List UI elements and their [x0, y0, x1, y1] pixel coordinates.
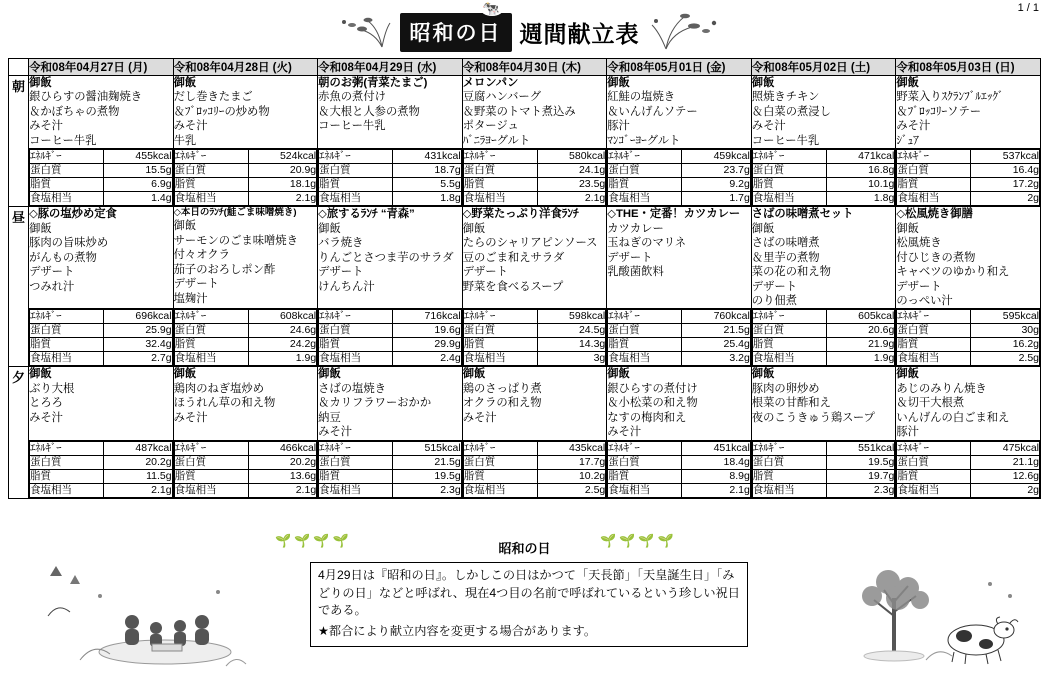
- evening-dishes-4: 御飯 銀ひらすの煮付け ＆小松菜の和え物 なすの梅肉和え みそ汁: [607, 367, 752, 440]
- morning-dishes-4: 御飯 紅鮭の塩焼き ＆いんげんソテー 豚汁 ﾏﾝｺﾞｰﾖｰグルト: [607, 76, 752, 149]
- row-label-evening: 夕: [9, 367, 29, 498]
- morning-nutrition-4: ｴﾈﾙｷﾞｰ 459kcal 蛋白質 23.7g 脂質 9.2g 食塩相当 1.7g: [607, 149, 752, 207]
- page-number: 1 / 1: [1017, 2, 1039, 14]
- morning-nutrition-1: ｴﾈﾙｷﾞｰ 524kcal 蛋白質 20.9g 脂質 18.1g 食塩相当 2.1g: [173, 149, 318, 207]
- evening-nutrition-row: [9, 440, 1041, 498]
- morning-nutrition-row: [9, 149, 1041, 207]
- evening-dish-row: [9, 367, 1041, 440]
- evening-nutrition-1: ｴﾈﾙｷﾞｰ 466kcal 蛋白質 20.2g 脂質 13.6g 食塩相当 2.1g: [173, 440, 318, 498]
- evening-dishes-2: 御飯 さばの塩焼き ＆カリフラワーおかか 納豆 みそ汁: [318, 367, 463, 440]
- evening-nutrition-2: ｴﾈﾙｷﾞｰ 515kcal 蛋白質 21.5g 脂質 19.5g 食塩相当 2.3g: [318, 440, 463, 498]
- noon-nutrition-2: ｴﾈﾙｷﾞｰ 716kcal 蛋白質 19.6g 脂質 29.9g 食塩相当 2.4g: [318, 309, 463, 367]
- noon-nutrition-1: ｴﾈﾙｷﾞｰ 608kcal 蛋白質 24.6g 脂質 24.2g 食塩相当 1.9g: [173, 309, 318, 367]
- sprout-row-right-icon: 🌱🌱🌱🌱: [600, 533, 677, 548]
- noon-dishes-3: ◇野菜たっぷり洋食ﾗﾝﾁ 御飯 たらのシャリアピンソース 豆のごま和えサラダ デザート 野菜を食べるスープ: [462, 207, 607, 309]
- noon-nutrition-3: ｴﾈﾙｷﾞｰ 598kcal 蛋白質 24.5g 脂質 14.3g 食塩相当 3g: [462, 309, 607, 367]
- date-header-0: 令和08年04月27日 (月): [29, 59, 174, 76]
- evening-nutrition-6: ｴﾈﾙｷﾞｰ 475kcal 蛋白質 21.1g 脂質 12.6g 食塩相当 2g: [896, 440, 1041, 498]
- morning-dishes-2: 朝のお粥(青菜たまご) 赤魚の煮付け ＆大根と人参の煮物 コーヒー牛乳: [318, 76, 463, 149]
- date-header-row: [9, 59, 1041, 76]
- date-header-5: 令和08年05月02日 (土): [751, 59, 896, 76]
- date-header-6: 令和08年05月03日 (日): [896, 59, 1041, 76]
- noon-dish-row: [9, 207, 1041, 309]
- footer-title: 昭和の日: [498, 541, 551, 556]
- noon-dishes-2: ◇旅するﾗﾝﾁ “青森” 御飯 バラ焼き りんごとさつま芋のサラダ デザート けんちん汁: [318, 207, 463, 309]
- noon-dishes-6: ◇松風焼き御膳 御飯 松風焼き 付ひじきの煮物 キャベツのゆかり和え デザート のっぺい汁: [896, 207, 1041, 309]
- plant-sprout-icon-left: [322, 13, 392, 52]
- noon-dishes-0: ◇豚の塩炒め定食 御飯 豚肉の旨味炒め がんもの煮物 デザート つみれ汁: [29, 207, 174, 309]
- morning-dishes-5: 御飯 照焼きチキン ＆白菜の煮浸し みそ汁 コーヒー牛乳: [751, 76, 896, 149]
- sprout-row-left-icon: 🌱🌱🌱🌱: [275, 533, 352, 548]
- morning-nutrition-2: ｴﾈﾙｷﾞｰ 431kcal 蛋白質 18.7g 脂質 5.5g 食塩相当 1.8g: [318, 149, 463, 207]
- tree-and-cow-illustration: [840, 556, 1040, 674]
- holiday-note-box: [310, 562, 748, 647]
- corner-cell: [9, 59, 29, 76]
- noon-nutrition-row: [9, 309, 1041, 367]
- morning-dishes-6: 御飯 野菜入りｽｸﾗﾝﾌﾞﾙｴｯｸﾞ ＆ﾌﾞﾛｯｺﾘｰソテー みそ汁 ｼﾞｭｱ: [896, 76, 1041, 149]
- noon-dishes-5: さばの味噌煮セット 御飯 さばの味噌煮 ＆里芋の煮物 菜の花の和え物 デザート のり佃煮: [751, 207, 896, 309]
- morning-nutrition-0: ｴﾈﾙｷﾞｰ 455kcal 蛋白質 15.5g 脂質 6.9g 食塩相当 1.4g: [29, 149, 174, 207]
- evening-nutrition-0: ｴﾈﾙｷﾞｰ 487kcal 蛋白質 20.2g 脂質 11.5g 食塩相当 2.1g: [29, 440, 174, 498]
- showa-day-logo-text: 昭和の日: [409, 21, 502, 45]
- date-header-1: 令和08年04月28日 (火): [173, 59, 318, 76]
- noon-nutrition-6: ｴﾈﾙｷﾞｰ 595kcal 蛋白質 30g 脂質 16.2g 食塩相当 2.5g: [896, 309, 1041, 367]
- menu-change-notice: ★都合により献立内容を変更する場合があります。: [318, 624, 597, 639]
- showa-day-logo: [400, 0, 512, 52]
- sheet-header: [0, 0, 1049, 58]
- morning-nutrition-5: ｴﾈﾙｷﾞｰ 471kcal 蛋白質 16.8g 脂質 10.1g 食塩相当 1.8g: [751, 149, 896, 207]
- row-label-morning: 朝: [9, 76, 29, 207]
- evening-dishes-1: 御飯 鶏肉のねぎ塩炒め ほうれん草の和え物 みそ汁: [173, 367, 318, 440]
- picnic-illustration: [40, 556, 290, 674]
- evening-nutrition-4: ｴﾈﾙｷﾞｰ 451kcal 蛋白質 18.4g 脂質 8.9g 食塩相当 2.1g: [607, 440, 752, 498]
- morning-nutrition-3: ｴﾈﾙｷﾞｰ 580kcal 蛋白質 24.1g 脂質 23.5g 食塩相当 2.1g: [462, 149, 607, 207]
- noon-dishes-4: ◇THE・定番！カツカレー カツカレー 玉ねぎのマリネ デザート 乳酸菌飲料: [607, 207, 752, 309]
- plant-sprout-icon-right: [648, 11, 728, 54]
- evening-nutrition-5: ｴﾈﾙｷﾞｰ 551kcal 蛋白質 19.5g 脂質 19.7g 食塩相当 2.3g: [751, 440, 896, 498]
- weekly-menu-table: [8, 58, 1041, 499]
- morning-dishes-0: 御飯 銀ひらすの醤油麹焼き ＆かぼちゃの煮物 みそ汁 コーヒー牛乳: [29, 76, 174, 149]
- row-label-noon: 昼: [9, 207, 29, 367]
- holiday-note-text: 4月29日は『昭和の日』。しかしこの日はかつて「天長節」「天皇誕生日」「みどりの日」などと呼ばれ、現在4つ目の名前で呼ばれているという珍しい祝日である。: [318, 568, 740, 618]
- morning-dishes-3: メロンパン 豆腐ハンバーグ ＆野菜のトマト煮込み ポタージュ ﾊﾞﾆﾗﾖｰグルト: [462, 76, 607, 149]
- evening-nutrition-3: ｴﾈﾙｷﾞｰ 435kcal 蛋白質 17.7g 脂質 10.2g 食塩相当 2.5g: [462, 440, 607, 498]
- cow-icon: 🐄: [482, 0, 502, 16]
- noon-dishes-1: ◇本日のﾗﾝﾁ(鮭ごま味噌焼き) 御飯 サーモンのごま味噌焼き 付々オクラ 茄子のおろしポン酢 デザート 塩麹汁: [173, 207, 318, 309]
- morning-dishes-1: 御飯 だし巻きたまご ＆ﾌﾞﾛｯｺﾘｰの炒め物 みそ汁 牛乳: [173, 76, 318, 149]
- evening-dishes-0: 御飯 ぶり大根 とろろ みそ汁: [29, 367, 174, 440]
- date-header-4: 令和08年05月01日 (金): [607, 59, 752, 76]
- date-header-3: 令和08年04月30日 (木): [462, 59, 607, 76]
- page-title: 週間献立表: [519, 20, 640, 47]
- evening-dishes-6: 御飯 あじのみりん焼き ＆切干大根煮 いんげんの白ごま和え 豚汁: [896, 367, 1041, 440]
- noon-nutrition-0: ｴﾈﾙｷﾞｰ 696kcal 蛋白質 25.9g 脂質 32.4g 食塩相当 2.7g: [29, 309, 174, 367]
- morning-dish-row: [9, 76, 1041, 149]
- noon-nutrition-5: ｴﾈﾙｷﾞｰ 605kcal 蛋白質 20.6g 脂質 21.9g 食塩相当 1.9g: [751, 309, 896, 367]
- evening-dishes-5: 御飯 豚肉の卵炒め 根菜の甘酢和え 夜のこうきゅう鶏スープ: [751, 367, 896, 440]
- morning-nutrition-6: ｴﾈﾙｷﾞｰ 537kcal 蛋白質 16.4g 脂質 17.2g 食塩相当 2g: [896, 149, 1041, 207]
- date-header-2: 令和08年04月29日 (水): [318, 59, 463, 76]
- noon-nutrition-4: ｴﾈﾙｷﾞｰ 760kcal 蛋白質 21.5g 脂質 25.4g 食塩相当 3.2g: [607, 309, 752, 367]
- evening-dishes-3: 御飯 鶏のさっぱり煮 オクラの和え物 みそ汁: [462, 367, 607, 440]
